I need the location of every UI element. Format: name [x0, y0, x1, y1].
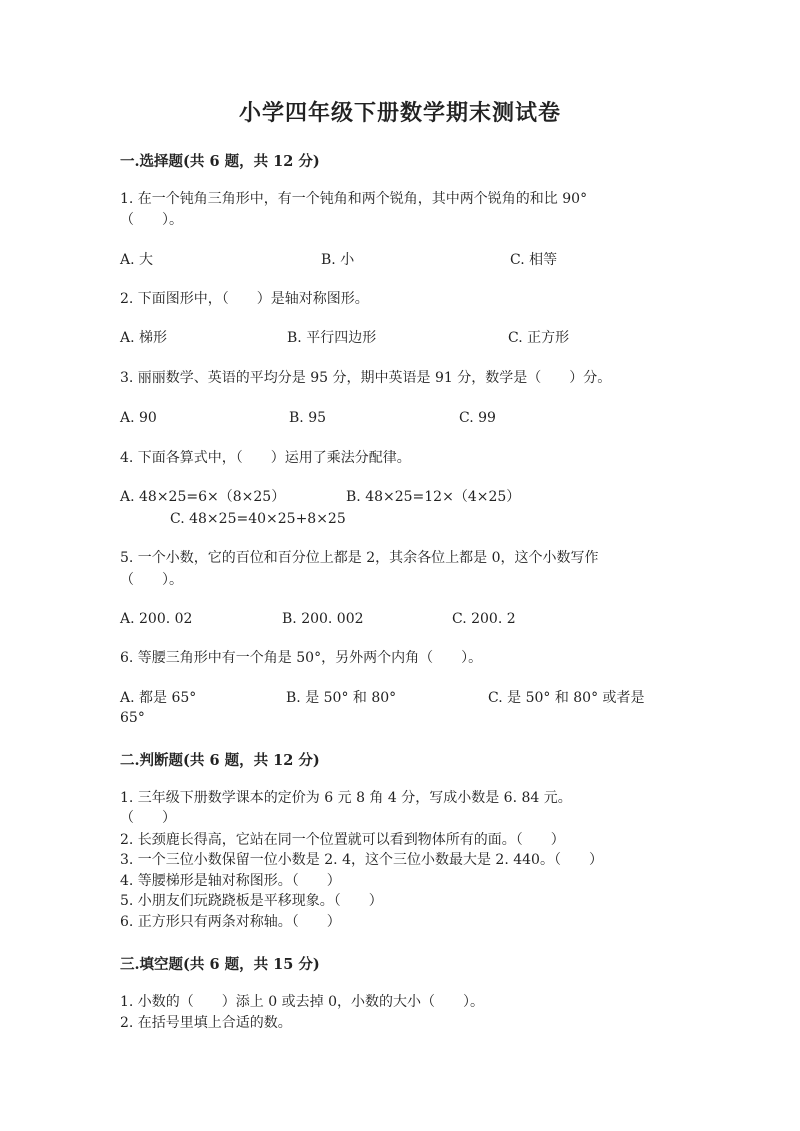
question-6-option-c-cont: 65°: [120, 710, 145, 726]
question-3-option-b: B. 95: [289, 410, 327, 426]
tf-item-5: 5. 小朋友们玩跷跷板是平移现象。（ ）: [120, 893, 383, 909]
tf-item-4: 4. 等腰梯形是轴对称图形。（ ）: [120, 873, 341, 889]
question-2-text: 2. 下面图形中，（ ）是轴对称图形。: [120, 291, 369, 307]
tf-item-6: 6. 正方形只有两条对称轴。（ ）: [120, 914, 341, 930]
tf-item-1: 1. 三年级下册数学课本的定价为 6 元 8 角 4 分，写成小数是 6. 84 元。: [120, 790, 572, 806]
question-4-option-c: C. 48×25=40×25+8×25: [170, 511, 346, 527]
question-6-option-c: C. 是 50° 和 80° 或者是: [488, 690, 645, 706]
tf-item-2: 2. 长颈鹿长得高，它站在同一个位置就可以看到物体所有的面。（ ）: [120, 832, 565, 848]
question-4-text: 4. 下面各算式中，（ ）运用了乘法分配律。: [120, 450, 411, 466]
section-header-true-false: 二.判断题(共 6 题，共 12 分): [120, 752, 320, 769]
question-2-option-b: B. 平行四边形: [287, 330, 377, 346]
question-5-option-a: A. 200. 02: [120, 611, 193, 627]
question-2-option-a: A. 梯形: [120, 330, 168, 346]
question-5-option-b: B. 200. 002: [282, 611, 364, 627]
page-title: 小学四年级下册数学期末测试卷: [238, 100, 561, 126]
question-5-text: 5. 一个小数，它的百位和百分位上都是 2，其余各位上都是 0，这个小数写作: [120, 550, 599, 566]
question-5-option-c: C. 200. 2: [452, 611, 516, 627]
question-3-option-a: A. 90: [120, 410, 157, 426]
question-1-option-a: A. 大: [120, 252, 154, 268]
tf-item-1-blank: （ ）: [120, 810, 176, 826]
question-4-option-b: B. 48×25=12×（4×25）: [346, 489, 521, 505]
question-6-option-b: B. 是 50° 和 80°: [286, 690, 397, 706]
fill-item-1: 1. 小数的（ ）添上 0 或去掉 0，小数的大小（ ）。: [120, 994, 484, 1010]
question-1-text: 1. 在一个钝角三角形中，有一个钝角和两个锐角，其中两个锐角的和比 90°: [120, 191, 588, 207]
question-1-blank: （ ）。: [120, 212, 183, 228]
tf-item-3: 3. 一个三位小数保留一位小数是 2. 4，这个三位小数最大是 2. 440。（ ）: [120, 852, 603, 868]
fill-item-2: 2. 在括号里填上合适的数。: [120, 1015, 292, 1031]
question-3-option-c: C. 99: [459, 410, 496, 426]
section-header-fill-blank: 三.填空题(共 6 题，共 15 分): [120, 956, 320, 973]
question-5-blank: （ ）。: [120, 572, 183, 588]
question-1-option-b: B. 小: [321, 252, 355, 268]
question-2-option-c: C. 正方形: [508, 330, 570, 346]
question-4-option-a: A. 48×25=6×（8×25）: [120, 489, 286, 505]
question-6-text: 6. 等腰三角形中有一个角是 50°，另外两个内角（ ）。: [120, 650, 483, 666]
question-1-option-c: C. 相等: [510, 252, 558, 268]
question-3-text: 3. 丽丽数学、英语的平均分是 95 分，期中英语是 91 分，数学是（ ）分。: [120, 370, 612, 386]
section-header-multiple-choice: 一.选择题(共 6 题，共 12 分): [120, 153, 320, 170]
question-6-option-a: A. 都是 65°: [120, 690, 197, 706]
